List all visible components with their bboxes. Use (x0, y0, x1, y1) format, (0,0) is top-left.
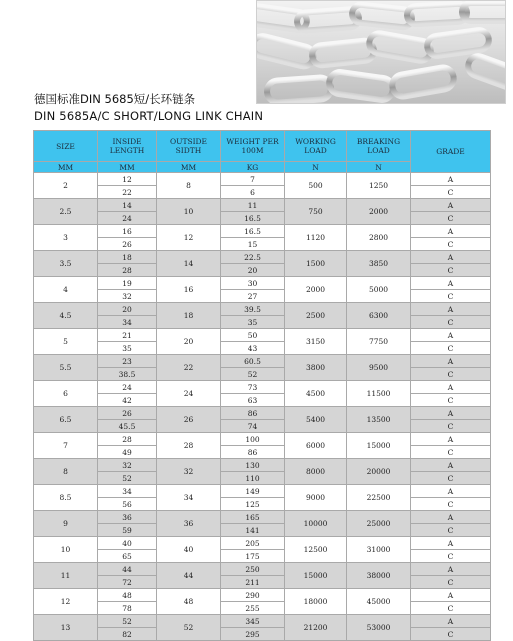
grade-cell: C (411, 602, 491, 615)
table-row (34, 355, 491, 368)
chain-links-image (257, 1, 506, 104)
outside-width-cell: 34 (157, 485, 221, 511)
working-load-cell: 15000 (285, 563, 347, 589)
table-row (34, 498, 491, 511)
weight-cell: 43 (221, 342, 285, 355)
grade-cell: C (411, 264, 491, 277)
table-row (34, 407, 491, 420)
size-cell: 5.5 (34, 355, 98, 381)
weight-cell: 250 (221, 563, 285, 576)
breaking-load-cell: 1250 (347, 173, 411, 199)
weight-cell: 30 (221, 277, 285, 290)
unit-inside-length: MM (98, 162, 157, 173)
outside-width-cell: 44 (157, 563, 221, 589)
table-row (34, 459, 491, 472)
weight-cell: 27 (221, 290, 285, 303)
grade-cell: C (411, 472, 491, 485)
unit-weight: KG (221, 162, 285, 173)
grade-cell: C (411, 212, 491, 225)
inside-length-cell: 72 (98, 576, 157, 589)
inside-length-cell: 34 (98, 316, 157, 329)
breaking-load-cell: 25000 (347, 511, 411, 537)
breaking-load-cell: 53000 (347, 615, 411, 641)
weight-cell: 86 (221, 407, 285, 420)
grade-cell: A (411, 511, 491, 524)
working-load-cell: 4500 (285, 381, 347, 407)
working-load-cell: 8000 (285, 459, 347, 485)
weight-cell: 130 (221, 459, 285, 472)
outside-width-cell: 40 (157, 537, 221, 563)
size-cell: 6 (34, 381, 98, 407)
outside-width-cell: 14 (157, 251, 221, 277)
outside-width-cell: 24 (157, 381, 221, 407)
size-cell: 9 (34, 511, 98, 537)
table-row (34, 576, 491, 589)
table-row (34, 264, 491, 277)
table-row (34, 433, 491, 446)
grade-cell: C (411, 316, 491, 329)
weight-cell: 74 (221, 420, 285, 433)
grade-cell: A (411, 407, 491, 420)
inside-length-cell: 14 (98, 199, 157, 212)
grade-cell: C (411, 186, 491, 199)
breaking-load-cell: 9500 (347, 355, 411, 381)
weight-cell: 255 (221, 602, 285, 615)
inside-length-cell: 42 (98, 394, 157, 407)
breaking-load-cell: 3850 (347, 251, 411, 277)
size-cell: 3 (34, 225, 98, 251)
inside-length-cell: 32 (98, 459, 157, 472)
working-load-cell: 750 (285, 199, 347, 225)
grade-cell: A (411, 199, 491, 212)
outside-width-cell: 18 (157, 303, 221, 329)
table-row (34, 446, 491, 459)
table-row (34, 199, 491, 212)
grade-cell: A (411, 589, 491, 602)
breaking-load-cell: 22500 (347, 485, 411, 511)
table-row (34, 602, 491, 615)
size-cell: 2 (34, 173, 98, 199)
inside-length-cell: 40 (98, 537, 157, 550)
inside-length-cell: 23 (98, 355, 157, 368)
size-cell: 8.5 (34, 485, 98, 511)
table-row (34, 589, 491, 602)
grade-cell: A (411, 615, 491, 628)
table-row (34, 173, 491, 186)
weight-cell: 11 (221, 199, 285, 212)
weight-cell: 6 (221, 186, 285, 199)
breaking-load-cell: 6300 (347, 303, 411, 329)
grade-cell: A (411, 251, 491, 264)
inside-length-cell: 52 (98, 615, 157, 628)
table-row (34, 186, 491, 199)
grade-cell: A (411, 225, 491, 238)
table-row (34, 329, 491, 342)
grade-cell: C (411, 446, 491, 459)
grade-cell: C (411, 550, 491, 563)
breaking-load-cell: 20000 (347, 459, 411, 485)
weight-cell: 16.5 (221, 225, 285, 238)
grade-cell: A (411, 303, 491, 316)
header-grade: GRADE (411, 131, 491, 173)
inside-length-cell: 82 (98, 628, 157, 641)
weight-cell: 63 (221, 394, 285, 407)
weight-cell: 35 (221, 316, 285, 329)
inside-length-cell: 26 (98, 407, 157, 420)
working-load-cell: 10000 (285, 511, 347, 537)
inside-length-cell: 16 (98, 225, 157, 238)
table-row (34, 290, 491, 303)
header-breaking-load: BREAKING LOAD (347, 131, 411, 162)
inside-length-cell: 59 (98, 524, 157, 537)
inside-length-cell: 49 (98, 446, 157, 459)
breaking-load-cell: 45000 (347, 589, 411, 615)
breaking-load-cell: 7750 (347, 329, 411, 355)
breaking-load-cell: 11500 (347, 381, 411, 407)
weight-cell: 149 (221, 485, 285, 498)
weight-cell: 175 (221, 550, 285, 563)
inside-length-cell: 26 (98, 238, 157, 251)
working-load-cell: 500 (285, 173, 347, 199)
outside-width-cell: 48 (157, 589, 221, 615)
grade-cell: C (411, 342, 491, 355)
outside-width-cell: 22 (157, 355, 221, 381)
weight-cell: 290 (221, 589, 285, 602)
grade-cell: C (411, 368, 491, 381)
title-chinese: 德国标准DIN 5685短/长环链条 (34, 92, 196, 106)
inside-length-cell: 18 (98, 251, 157, 264)
size-cell: 13 (34, 615, 98, 641)
working-load-cell: 1500 (285, 251, 347, 277)
breaking-load-cell: 31000 (347, 537, 411, 563)
outside-width-cell: 32 (157, 459, 221, 485)
inside-length-cell: 21 (98, 329, 157, 342)
inside-length-cell: 36 (98, 511, 157, 524)
table-row (34, 251, 491, 264)
grade-cell: C (411, 238, 491, 251)
grade-cell: A (411, 329, 491, 342)
weight-cell: 50 (221, 329, 285, 342)
outside-width-cell: 12 (157, 225, 221, 251)
weight-cell: 345 (221, 615, 285, 628)
unit-outside-width: MM (157, 162, 221, 173)
working-load-cell: 6000 (285, 433, 347, 459)
inside-length-cell: 22 (98, 186, 157, 199)
inside-length-cell: 20 (98, 303, 157, 316)
size-cell: 6.5 (34, 407, 98, 433)
weight-cell: 52 (221, 368, 285, 381)
outside-width-cell: 52 (157, 615, 221, 641)
spec-table (33, 130, 491, 641)
table-row (34, 615, 491, 628)
working-load-cell: 3800 (285, 355, 347, 381)
working-load-cell: 1120 (285, 225, 347, 251)
grade-cell: C (411, 420, 491, 433)
inside-length-cell: 34 (98, 485, 157, 498)
grade-cell: A (411, 381, 491, 394)
inside-length-cell: 24 (98, 381, 157, 394)
breaking-load-cell: 5000 (347, 277, 411, 303)
table-row (34, 238, 491, 251)
table-row (34, 420, 491, 433)
inside-length-cell: 35 (98, 342, 157, 355)
outside-width-cell: 28 (157, 433, 221, 459)
header-weight: WEIGHT PER 100M (221, 131, 285, 162)
working-load-cell: 5400 (285, 407, 347, 433)
grade-cell: A (411, 485, 491, 498)
size-cell: 12 (34, 589, 98, 615)
size-cell: 11 (34, 563, 98, 589)
inside-length-cell: 32 (98, 290, 157, 303)
size-cell: 4 (34, 277, 98, 303)
unit-working-load: N (285, 162, 347, 173)
working-load-cell: 2500 (285, 303, 347, 329)
outside-width-cell: 36 (157, 511, 221, 537)
table-row (34, 485, 491, 498)
header-outside-width: OUTSIDE SIDTH (157, 131, 221, 162)
working-load-cell: 18000 (285, 589, 347, 615)
weight-cell: 110 (221, 472, 285, 485)
table-row (34, 472, 491, 485)
chain-photo (256, 0, 506, 104)
weight-cell: 141 (221, 524, 285, 537)
outside-width-cell: 16 (157, 277, 221, 303)
inside-length-cell: 45.5 (98, 420, 157, 433)
grade-cell: C (411, 524, 491, 537)
outside-width-cell: 10 (157, 199, 221, 225)
grade-cell: A (411, 563, 491, 576)
header-working-load: WORKING LOAD (285, 131, 347, 162)
size-cell: 3.5 (34, 251, 98, 277)
grade-cell: C (411, 394, 491, 407)
grade-cell: A (411, 173, 491, 186)
inside-length-cell: 56 (98, 498, 157, 511)
working-load-cell: 21200 (285, 615, 347, 641)
size-cell: 5 (34, 329, 98, 355)
breaking-load-cell: 15000 (347, 433, 411, 459)
breaking-load-cell: 2000 (347, 199, 411, 225)
spec-table-body (34, 173, 491, 641)
working-load-cell: 9000 (285, 485, 347, 511)
grade-cell: C (411, 628, 491, 641)
weight-cell: 295 (221, 628, 285, 641)
table-row (34, 225, 491, 238)
weight-cell: 22.5 (221, 251, 285, 264)
table-row (34, 316, 491, 329)
inside-length-cell: 19 (98, 277, 157, 290)
working-load-cell: 3150 (285, 329, 347, 355)
grade-cell: A (411, 355, 491, 368)
table-row (34, 563, 491, 576)
size-cell: 10 (34, 537, 98, 563)
weight-cell: 20 (221, 264, 285, 277)
weight-cell: 39.5 (221, 303, 285, 316)
grade-cell: C (411, 576, 491, 589)
grade-cell: A (411, 433, 491, 446)
header-size: SIZE (34, 131, 98, 162)
size-cell: 8 (34, 459, 98, 485)
table-row (34, 381, 491, 394)
table-row (34, 368, 491, 381)
table-row (34, 277, 491, 290)
inside-length-cell: 28 (98, 264, 157, 277)
table-row (34, 511, 491, 524)
inside-length-cell: 44 (98, 563, 157, 576)
unit-breaking-load: N (347, 162, 411, 173)
weight-cell: 7 (221, 173, 285, 186)
table-row (34, 342, 491, 355)
inside-length-cell: 28 (98, 433, 157, 446)
table-row (34, 303, 491, 316)
breaking-load-cell: 13500 (347, 407, 411, 433)
inside-length-cell: 12 (98, 173, 157, 186)
weight-cell: 100 (221, 433, 285, 446)
size-cell: 7 (34, 433, 98, 459)
grade-cell: A (411, 277, 491, 290)
inside-length-cell: 38.5 (98, 368, 157, 381)
grade-cell: C (411, 290, 491, 303)
grade-cell: A (411, 459, 491, 472)
weight-cell: 16.5 (221, 212, 285, 225)
table-row (34, 550, 491, 563)
inside-length-cell: 65 (98, 550, 157, 563)
table-row (34, 537, 491, 550)
table-row (34, 524, 491, 537)
size-cell: 4.5 (34, 303, 98, 329)
table-row (34, 394, 491, 407)
weight-cell: 165 (221, 511, 285, 524)
table-row (34, 628, 491, 641)
breaking-load-cell: 38000 (347, 563, 411, 589)
grade-cell: A (411, 537, 491, 550)
working-load-cell: 12500 (285, 537, 347, 563)
working-load-cell: 2000 (285, 277, 347, 303)
table-row (34, 212, 491, 225)
unit-size: MM (34, 162, 98, 173)
breaking-load-cell: 2800 (347, 225, 411, 251)
size-cell: 2.5 (34, 199, 98, 225)
weight-cell: 211 (221, 576, 285, 589)
header-inside-length: INSIDE LENGTH (98, 131, 157, 162)
title-english: DIN 5685A/C SHORT/LONG LINK CHAIN (34, 109, 264, 123)
inside-length-cell: 78 (98, 602, 157, 615)
outside-width-cell: 20 (157, 329, 221, 355)
weight-cell: 15 (221, 238, 285, 251)
inside-length-cell: 24 (98, 212, 157, 225)
weight-cell: 205 (221, 537, 285, 550)
weight-cell: 60.5 (221, 355, 285, 368)
weight-cell: 73 (221, 381, 285, 394)
weight-cell: 86 (221, 446, 285, 459)
outside-width-cell: 8 (157, 173, 221, 199)
weight-cell: 125 (221, 498, 285, 511)
outside-width-cell: 26 (157, 407, 221, 433)
grade-cell: C (411, 498, 491, 511)
inside-length-cell: 52 (98, 472, 157, 485)
inside-length-cell: 48 (98, 589, 157, 602)
